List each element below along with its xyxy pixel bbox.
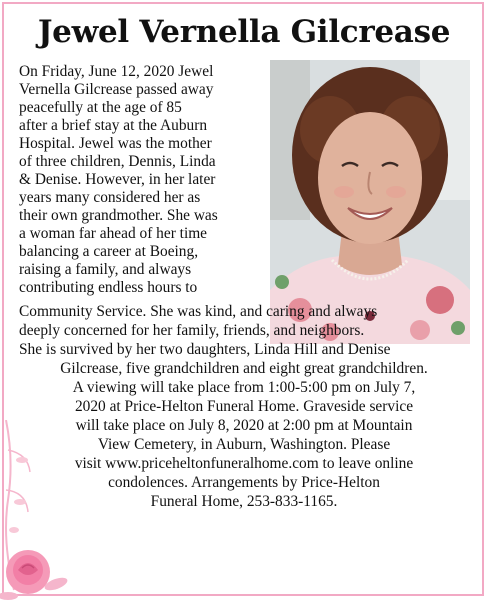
paragraph-line: raising a family, and always [19, 261, 192, 278]
paragraph-line: their own grandmother. She was [19, 207, 218, 224]
paragraph-line: Funeral Home, 253-833-1165. [150, 493, 338, 510]
paragraph-line: years many considered her as [19, 189, 201, 206]
obituary-title: Jewel Vernella Gilcrease [37, 14, 451, 50]
paragraph-line: She is survived by her two daughters, Linda Hill and Denise [19, 341, 391, 358]
paragraph-line: 2020 at Price-Helton Funeral Home. Graveside service [74, 398, 414, 415]
paragraph-line: a woman far ahead of her time [19, 225, 208, 242]
paragraph-line: of three children, Dennis, Linda [19, 153, 216, 170]
paragraph-line: & Denise. However, in her later [19, 171, 216, 188]
paragraph-line: A viewing will take place from 1:00-5:00 pm on July 7, [72, 379, 416, 396]
paragraph-line: will take place on July 8, 2020 at 2:00 pm at Mountain [75, 417, 413, 434]
paragraph-line: Gilcrease, five grandchildren and eight great grandchildren. [60, 360, 428, 377]
portrait-illustration [270, 60, 470, 344]
portrait-photo [270, 60, 470, 344]
paragraph-line: deeply concerned for her family, friends, and neighbors. [19, 322, 365, 339]
paragraph-line: Vernella Gilcrease passed away [19, 81, 214, 98]
paragraph-line: contributing endless hours to [19, 279, 198, 296]
paragraph-line: visit www.priceheltonfuneralhome.com to leave online [74, 455, 414, 472]
paragraph-line: after a brief stay at the Auburn [19, 117, 208, 134]
paragraph-line: condolences. Arrangements by Price-Helton [108, 474, 380, 491]
paragraph-line: Hospital. Jewel was the mother [19, 135, 212, 152]
paragraph-line: balancing a career at Boeing, [19, 243, 199, 260]
paragraph-line: Community Service. She was kind, and caring and always [19, 303, 378, 320]
paragraph-line: View Cemetery, in Auburn, Washington. Please [97, 436, 391, 453]
paragraph-line: On Friday, June 12, 2020 Jewel [19, 63, 214, 80]
paragraph-line: peacefully at the age of 85 [19, 99, 182, 116]
